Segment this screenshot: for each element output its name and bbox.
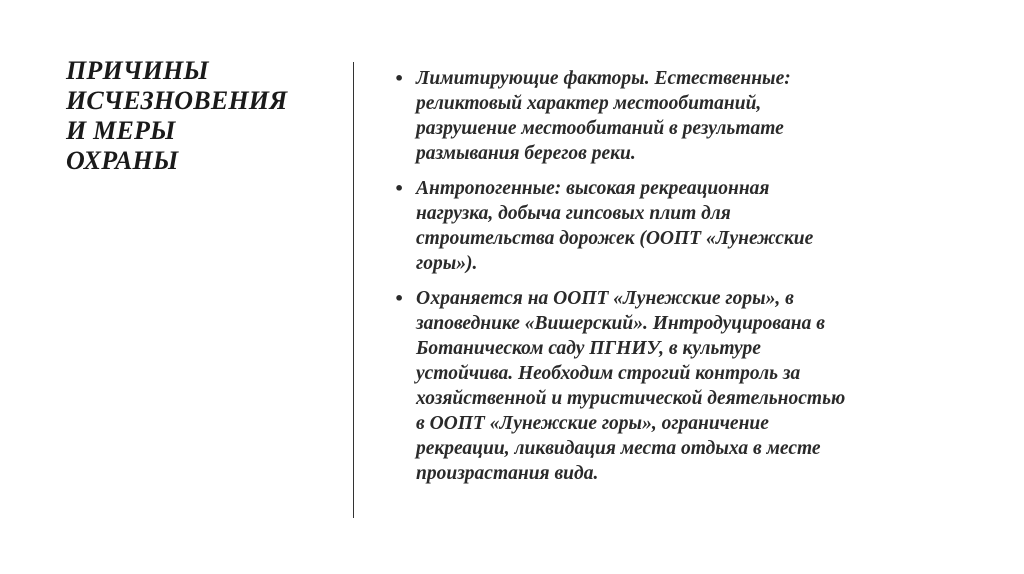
bullet-icon: • (394, 179, 405, 198)
bullet-item-anthropogenic (394, 176, 984, 276)
title-line: И МЕРЫ (66, 116, 176, 145)
bullet-list (394, 66, 984, 496)
bullet-line: устойчива. Необходим строгий контроль за (416, 363, 801, 384)
bullet-line: заповеднике «Вишерский». Интродуцирована в (416, 313, 825, 334)
bullet-line: строительства дорожек (ООПТ «Лунежские (416, 228, 814, 249)
bullet-text (416, 66, 984, 166)
bullet-line: рекреации, ликвидация места отдыха в месте (416, 438, 821, 459)
bullet-line: в ООПТ «Лунежские горы», ограничение (416, 413, 769, 434)
bullet-line: нагрузка, добыча гипсовых плит для (416, 203, 731, 224)
bullet-line: Лимитирующие факторы. Естественные: (416, 68, 791, 89)
bullet-line: Ботаническом саду ПГНИУ, в культуре (416, 338, 761, 359)
bullet-line: разрушение местообитаний в результате (416, 118, 784, 139)
bullet-line: хозяйственной и туристической деятельностью (416, 388, 846, 409)
bullet-line: Охраняется на ООПТ «Лунежские горы», в (416, 288, 794, 309)
bullet-line: реликтовый характер местообитаний, (416, 93, 762, 114)
bullet-line: произрастания вида. (416, 463, 599, 484)
bullet-line: горы»). (416, 253, 478, 274)
bullet-text (416, 176, 984, 276)
bullet-line: Антропогенные: высокая рекреационная (416, 178, 770, 199)
bullet-item-limiting-factors (394, 66, 984, 166)
bullet-item-protection (394, 286, 984, 486)
bullet-line: размывания берегов реки. (416, 143, 636, 164)
bullet-icon: • (394, 289, 405, 308)
title-line: ИСЧЕЗНОВЕНИЯ (66, 86, 288, 115)
bullet-text (416, 286, 984, 486)
vertical-divider (353, 62, 354, 518)
title-line: ПРИЧИНЫ (66, 56, 209, 85)
title-line: ОХРАНЫ (66, 146, 179, 175)
slide-title (66, 56, 336, 176)
bullet-icon: • (394, 69, 405, 88)
